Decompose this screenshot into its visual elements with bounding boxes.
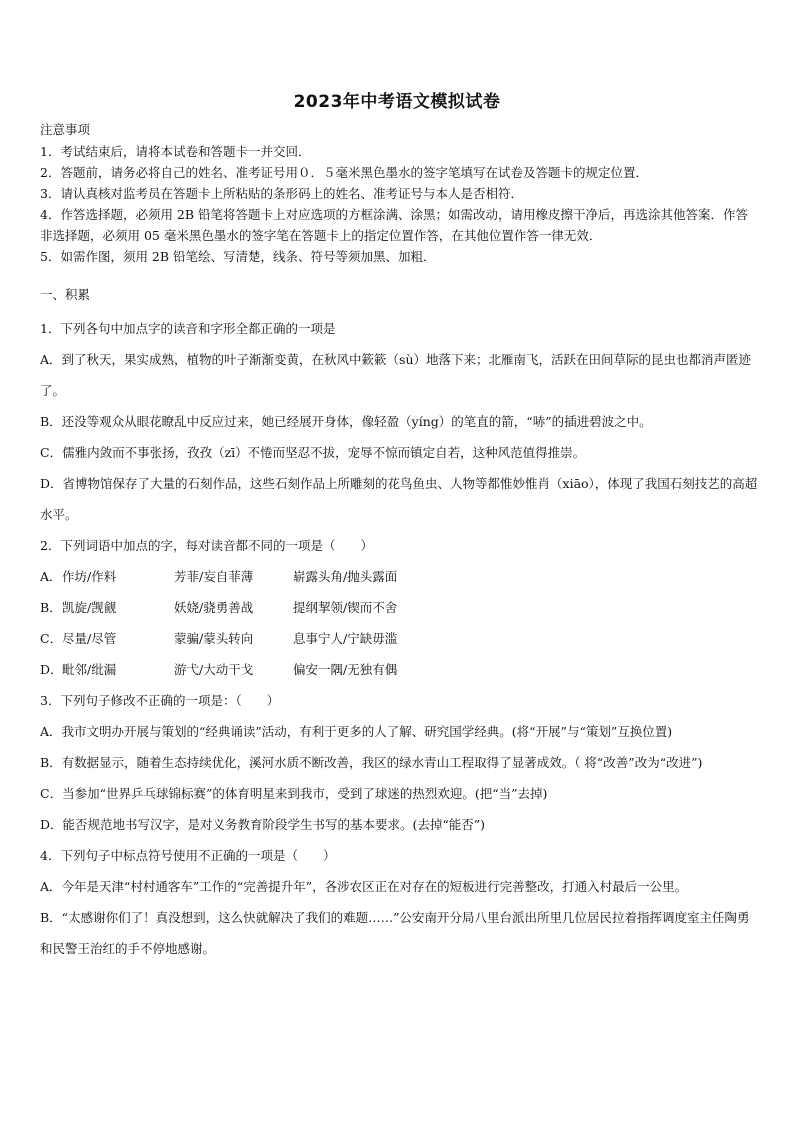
question-2-option-b: [40, 592, 760, 623]
question-4-option-a: A．今年是天津“村村通客车”工作的“完善提升年”，各涉农区正在对存在的短板进行完善整改，打通入村最后一公里。: [40, 879, 688, 894]
word-pair: 作坊/作料: [62, 569, 117, 584]
option-letter: A．: [40, 569, 62, 584]
notice-item: 2．答题前，请务必将自己的姓名、准考证号用０．５毫米黑色墨水的签字笔填写在试卷及答题卡的规定位置．: [40, 165, 648, 180]
question-1-option-c: C．儒雅内敛而不事张扬，孜孜（zī）不惓而坚忍不拔，宠辱不惊而镇定自若，这种风范值得推崇。: [40, 445, 586, 460]
question-2-option-a: [40, 561, 760, 592]
word-pair: 尽量/尽管: [62, 631, 117, 646]
word-pair: 凯旋/觊觎: [62, 600, 117, 615]
notice-item: 4．作答选择题，必须用 2B 铅笔将答题卡上对应选项的方框涂满、涂黑；如需改动，请用橡皮擦干净后，再选涂其他答案．作答非选择题，必须用 05 毫米黑色墨水的签字笔在答题卡上的指定位置作答，在其他位置作答一律无效．: [40, 207, 749, 243]
notice-item: 5．如需作图，须用 2B 铅笔绘、写清楚，线条、符号等须加黑、加粗．: [40, 249, 436, 264]
questions-body: [40, 285, 760, 964]
option-letter: B．: [40, 600, 62, 615]
question-3-option-a: A．我市文明办开展与策划的“经典诵读”活动，有利于更多的人了解、研究国学经典。(将“开展”与“策划”互换位置): [40, 724, 673, 739]
word-pair: 提纲挈领/锲而不舍: [293, 600, 398, 615]
question-4-stem: 4．下列句子中标点符号使用不正确的一项是（ ）: [40, 848, 336, 863]
section-title: 一、积累: [40, 287, 91, 302]
notice-heading: 注意事项: [40, 122, 91, 137]
question-1-option-d: D．省博物馆保存了大量的石刻作品，这些石刻作品上所雕刻的花鸟鱼虫、人物等都惟妙惟肖（xiāo），体现了我国石刻技艺的高超水平。: [40, 476, 758, 522]
notice-block: [40, 120, 760, 267]
question-2-option-d: [40, 654, 760, 685]
question-2-stem: 2．下列词语中加点的字，每对读音都不同的一项是（ ）: [40, 538, 373, 553]
word-pair: 毗邻/纰漏: [62, 662, 117, 677]
question-3-option-d: D．能否规范地书写汉字，是对义务教育阶段学生书写的基本要求。(去掉“能否”): [40, 817, 486, 832]
notice-item: 3．请认真核对监考员在答题卡上所粘贴的条形码上的姓名、准考证号与本人是否相符．: [40, 186, 523, 201]
question-2-option-c: [40, 623, 760, 654]
word-pair: 妖娆/骁勇善战: [174, 600, 254, 615]
word-pair: 游弋/大动干戈: [174, 662, 254, 677]
word-pair: 蒙骗/蒙头转向: [174, 631, 254, 646]
word-pair: 芳菲/妄自菲薄: [174, 569, 254, 584]
question-3-option-b: B．有数据显示，随着生态持续优化，溪河水质不断改善，我区的绿水青山工程取得了显著成效。（ 将“改善”改为“改进”): [40, 755, 703, 770]
question-1-stem: 1．下列各句中加点字的读音和字形全都正确的一项是: [40, 321, 336, 336]
word-pair: 偏安一隅/无独有偶: [293, 662, 398, 677]
question-3-stem: 3．下列句子修改不正确的一项是：（ ）: [40, 693, 280, 708]
exam-title: 2023年中考语文模拟试卷: [293, 92, 501, 112]
question-1-option-b: B．还没等观众从眼花瞭乱中反应过来，她已经展开身体，像轻盈（yíng）的笔直的箭，“哧”的插进碧波之中。: [40, 414, 652, 429]
question-3-option-c: C．当参加“世界乒乓球锦标赛”的体育明星来到我市，受到了球迷的热烈欢迎。(把“当”去掉): [40, 786, 548, 801]
option-letter: C．: [40, 631, 63, 646]
word-pair: 息事宁人/宁缺毋滥: [293, 631, 398, 646]
question-1-option-a: A．到了秋天，果实成熟，植物的叶子渐渐变黄，在秋风中簌簌（sù）地落下来；北雁南飞，活跃在田间草际的昆虫也都消声匿迹了。: [40, 352, 751, 398]
option-letter: D．: [40, 662, 63, 677]
question-4-option-b: B．“太感谢你们了！真没想到，这么快就解决了我们的难题……”公安南开分局八里台派出所里几位居民拉着指挥调度室主任陶勇和民警王治红的手不停地感谢。: [40, 910, 750, 956]
notice-item: 1．考试结束后，请将本试卷和答题卡一并交回．: [40, 144, 311, 159]
word-pair: 崭露头角/抛头露面: [293, 569, 398, 584]
